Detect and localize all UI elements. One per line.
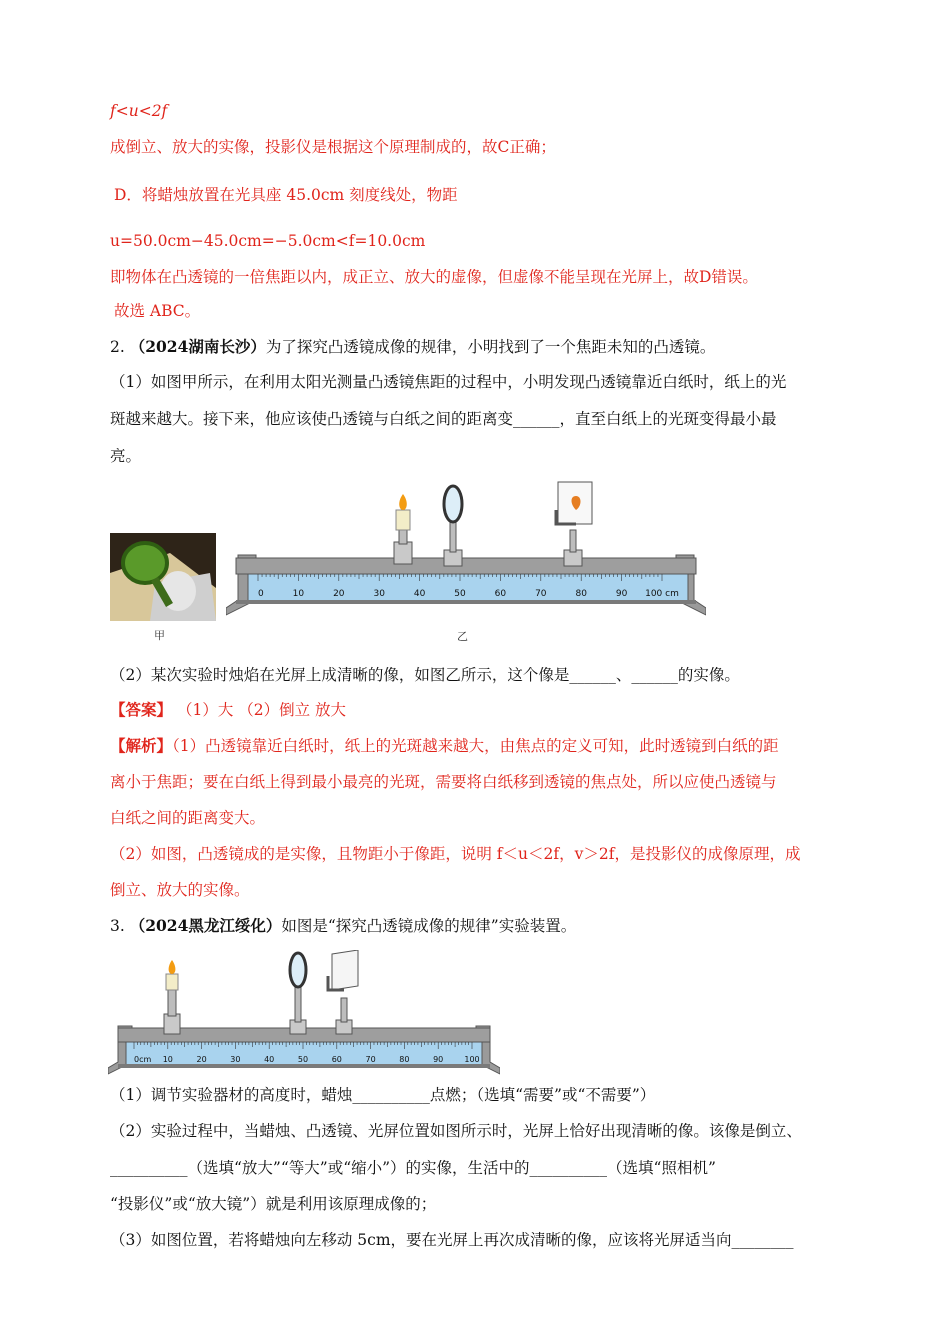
ruler-label: 80 bbox=[399, 1055, 410, 1064]
q2-analysis-line-b: 离小于焦距；要在白纸上得到最小最亮的光斑，需要将白纸移到透镜的焦点处，所以应使凸透镜与 bbox=[110, 773, 777, 791]
q2-stem: 为了探究凸透镜成像的规律，小明找到了一个焦距未知的凸透镜。 bbox=[265, 338, 716, 356]
ruler-label: 70 bbox=[535, 589, 547, 599]
q3-part2-line-c: “投影仪”或“放大镜”）就是利用该原理成像的； bbox=[110, 1195, 437, 1213]
q3-part2-line-a: （2）实验过程中，当蜡烛、凸透镜、光屏位置如图所示时，光屏上恰好出现清晰的像。该像是倒立、 bbox=[110, 1122, 802, 1140]
q3-number: 3. bbox=[110, 917, 125, 935]
q3-source: （2024黑龙江绥化） bbox=[129, 916, 282, 935]
candle-holder-q3 bbox=[164, 960, 180, 1034]
analysis-text-a: （1）凸透镜靠近白纸时，纸上的光斑越来越大，由焦点的定义可知，此时透镜到白纸的距 bbox=[172, 737, 779, 755]
ruler-label: 20 bbox=[196, 1055, 207, 1064]
screen-holder-q3 bbox=[328, 950, 358, 1034]
ruler-label: 50 bbox=[297, 1055, 309, 1064]
q2-analysis-line-a bbox=[110, 735, 779, 757]
solution-line-6: 故选 ABC。 bbox=[114, 302, 201, 320]
ruler-label: 80 bbox=[575, 589, 587, 599]
ruler-label: 70 bbox=[365, 1055, 376, 1064]
q2-part2: （2）某次实验时烛焰在光屏上成清晰的像，如图乙所示，这个像是______、______的实像。 bbox=[110, 666, 740, 684]
figure-jia-photo bbox=[110, 533, 216, 621]
ruler-label: 50 bbox=[454, 589, 466, 599]
q3-part3: （3）如图位置，若将蜡烛向左移动 5cm，要在光屏上再次成清晰的像，应该将光屏适当向________ bbox=[110, 1231, 794, 1249]
figure-yi-optical-bench bbox=[226, 480, 706, 620]
ruler-label: 0 bbox=[258, 589, 264, 599]
q3-stem: 如图是“探究凸透镜成像的规律”实验装置。 bbox=[281, 917, 577, 935]
ruler-label: 40 bbox=[413, 589, 426, 599]
ruler-label: 30 bbox=[373, 589, 385, 599]
q3-header bbox=[110, 915, 576, 937]
answer-label: 【答案】 bbox=[110, 700, 173, 719]
ruler-label: 100 cm bbox=[645, 589, 679, 599]
ruler-label: 10 bbox=[292, 589, 305, 599]
solution-line-1: f<u<2f bbox=[110, 102, 168, 120]
q2-part1-line-a: （1）如图甲所示，在利用太阳光测量凸透镜焦距的过程中，小明发现凸透镜靠近白纸时，纸上的光 bbox=[110, 373, 787, 391]
q2-analysis-line-d: （2）如图，凸透镜成的是实像，且物距小于像距，说明 f＜u＜2f，v＞2f，是投影仪的成像原理，成 bbox=[110, 845, 801, 863]
lens-holder-q3 bbox=[290, 953, 306, 1034]
q2-part1-line-c: 亮。 bbox=[110, 447, 142, 465]
solution-line-3: D．将蜡烛放置在光具座 45.0cm 刻度线处，物距 bbox=[114, 186, 458, 204]
solution-line-2: 成倒立、放大的实像，投影仪是根据这个原理制成的，故C正确； bbox=[110, 138, 556, 156]
ruler-label: 60 bbox=[331, 1055, 342, 1064]
ruler-label: 90 bbox=[615, 589, 628, 599]
q2-answer bbox=[110, 699, 346, 721]
ruler-label: 90 bbox=[433, 1055, 444, 1064]
q2-part1-line-b: 斑越来越大。接下来，他应该使凸透镜与白纸之间的距离变______，直至白纸上的光斑变得最小最 bbox=[110, 410, 777, 428]
ruler-label: 30 bbox=[230, 1055, 241, 1064]
figure-q3-optical-bench bbox=[108, 950, 500, 1075]
figure-jia-caption: 甲 bbox=[154, 629, 165, 642]
q2-analysis-line-c: 白纸之间的距离变大。 bbox=[110, 809, 266, 827]
ruler-label: 0cm bbox=[134, 1055, 152, 1064]
figure-yi-caption: 乙 bbox=[457, 630, 468, 643]
solution-line-5: 即物体在凸透镜的一倍焦距以内，成正立、放大的虚像，但虚像不能呈现在光屏上，故D错误。 bbox=[110, 268, 758, 286]
candle-holder bbox=[394, 494, 412, 564]
analysis-label: 【解析】 bbox=[110, 736, 173, 755]
q2-number: 2. bbox=[110, 338, 125, 356]
q3-part1: （1）调节实验器材的高度时，蜡烛__________点燃；（选填“需要”或“不需要”） bbox=[110, 1086, 656, 1104]
q2-analysis-line-e: 倒立、放大的实像。 bbox=[110, 881, 250, 899]
answer-text: （1）大 （2）倒立 放大 bbox=[176, 701, 347, 719]
ruler-label: 100 bbox=[464, 1055, 480, 1064]
q2-header bbox=[110, 336, 715, 358]
q3-part2-line-b: __________（选填“放大”“等大”或“缩小”）的实像，生活中的__________（选填“照相机” bbox=[110, 1159, 716, 1177]
ruler-label: 20 bbox=[333, 589, 345, 599]
ruler-label: 60 bbox=[494, 589, 507, 599]
q2-source: （2024湖南长沙） bbox=[129, 337, 266, 356]
solution-line-4: u=50.0cm−45.0cm=−5.0cm<f=10.0cm bbox=[110, 232, 426, 250]
ruler-label: 40 bbox=[264, 1055, 275, 1064]
lens-holder bbox=[444, 486, 462, 566]
ruler-label: 10 bbox=[162, 1055, 173, 1064]
screen-holder bbox=[556, 482, 592, 566]
